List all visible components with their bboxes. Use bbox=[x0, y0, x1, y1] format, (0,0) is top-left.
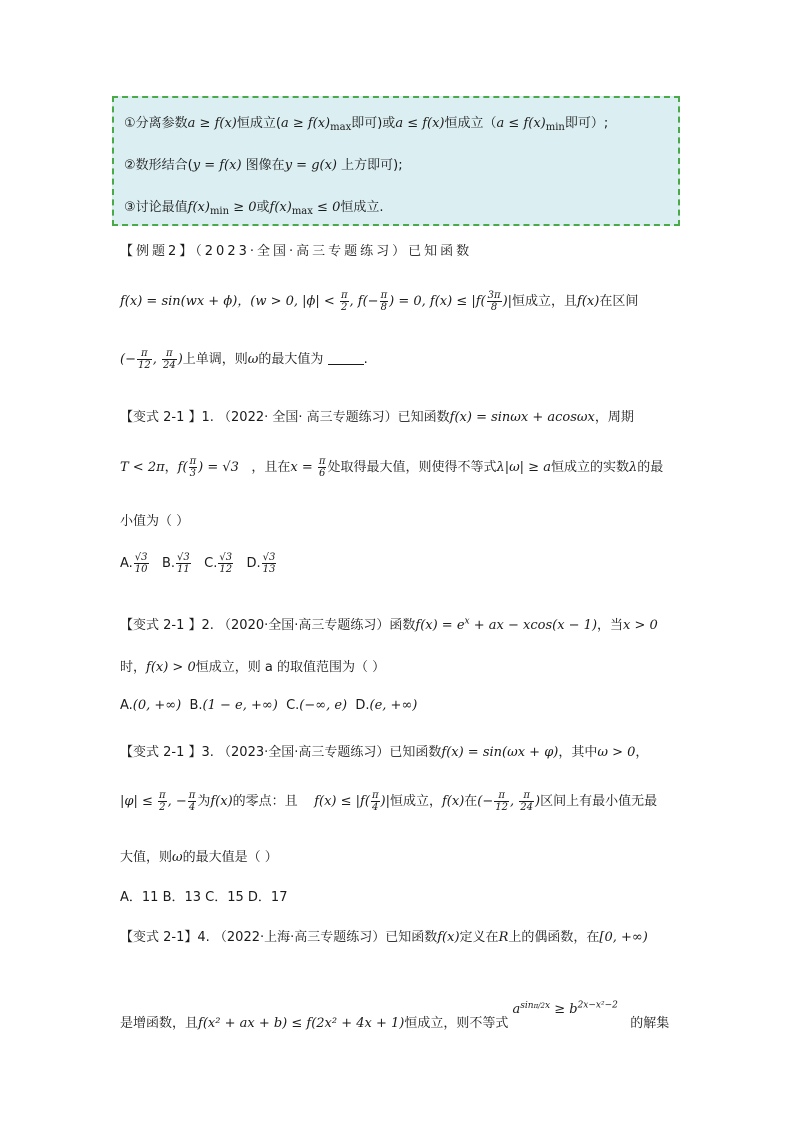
variant1-options: A. $\frac{√3}{10}$ B. $\frac{√3}{11}$ C. $\frac{√3}{12}$ D. $\frac{√3}{13}$ bbox=[120, 552, 276, 575]
variant4-heading: 【变式 2-1】4. （2022·上海·高三专题练习）已知函数f(x)定义在R上的偶函数，在[0, +∞) bbox=[120, 930, 648, 945]
variant1-line-3: 小值为（ ） bbox=[120, 514, 190, 529]
variant3-line-3: 大值，则ω的最大值是（ ） bbox=[120, 850, 278, 865]
variant2-heading: 【变式 2-1 】2. （2020·全国·高三专题练习）函数$f(x) = e^x$ + ax − xcos(x − 1)，当x > 0 bbox=[120, 616, 658, 633]
variant2-line-2: 时，f(x) > 0恒成立，则 a 的取值范围为（ ） bbox=[120, 660, 386, 675]
summary-box bbox=[112, 96, 680, 226]
answer-blank[interactable] bbox=[328, 352, 364, 365]
variant3-options: A．11 B．13 C．15 D．17 bbox=[120, 890, 288, 905]
summary-item-3: ③讨论最值$f(x)_{min} \ge 0$或$f(x)_{max} \le 0$恒成立. bbox=[124, 200, 384, 217]
variant3-line-2: |φ| ≤ $\frac{\pi}{2}$ , − $\frac{\pi}{4}$ 为f(x)的零点：且 f(x) ≤ |f( $\frac{\pi}{4}$ )|恒成立，f(x)在(− $\frac{\pi}{12}$ , $\frac{\pi}{24}$ )区间上有最小值无最 bbox=[120, 790, 658, 813]
example2-line-3: (− $\frac{\pi}{12}$ , $\frac{\pi}{24}$ )上单调，则ω的最大值为 . bbox=[120, 348, 368, 371]
variant1-heading: 【变式 2-1 】1. （2022· 全国· 高三专题练习）已知函数f(x) = sinωx + acosωx，周期 bbox=[120, 410, 634, 425]
summary-item-2: ②数形结合(y = f(x) 图像在y = g(x) 上方即可); bbox=[124, 158, 403, 173]
variant1-line-2: T < 2π，f( $\frac{\pi}{3}$ ) = √3 ，且在x = $\frac{\pi}{6}$ 处取得最大值，则使得不等式λ|ω| ≥ a恒成立的实数λ的最 bbox=[120, 456, 664, 479]
variant2-options: A.(0, +∞) B.(1 − e, +∞) C.(−∞, e) D.(e, +∞) bbox=[120, 698, 418, 713]
summary-item-1: ①分离参数a ≥ f(x)恒成立($a \ge f(x)_{max}$即可)或a ≤ f(x)恒成立（$a \le f(x)_{min}$即可）; bbox=[124, 116, 609, 133]
example2-heading: 【例题2】（2023·全国·高三专题练习）已知函数 bbox=[120, 244, 473, 259]
example2-line-2: f(x) = sin(wx + ϕ)，(w > 0, |ϕ| < $\frac{\pi}{2}$ , f(− $\frac{\pi}{8}$ ) = 0, f(x) ≤ |f( $\frac{3\pi}{8}$ )|恒成立，且f(x)在区间 bbox=[120, 290, 639, 313]
variant3-heading: 【变式 2-1 】3. （2023·全国·高三专题练习）已知函数f(x) = sin(ωx + φ)，其中ω > 0， bbox=[120, 745, 649, 760]
variant4-line-2: 是增函数，且f(x² + ax + b) ≤ f(2x² + 4x + 1)恒成立，则不等式 $a^{sin\pi/2x} \ge b^{2x-x^2-2}$ 的解集 bbox=[120, 1000, 670, 1031]
